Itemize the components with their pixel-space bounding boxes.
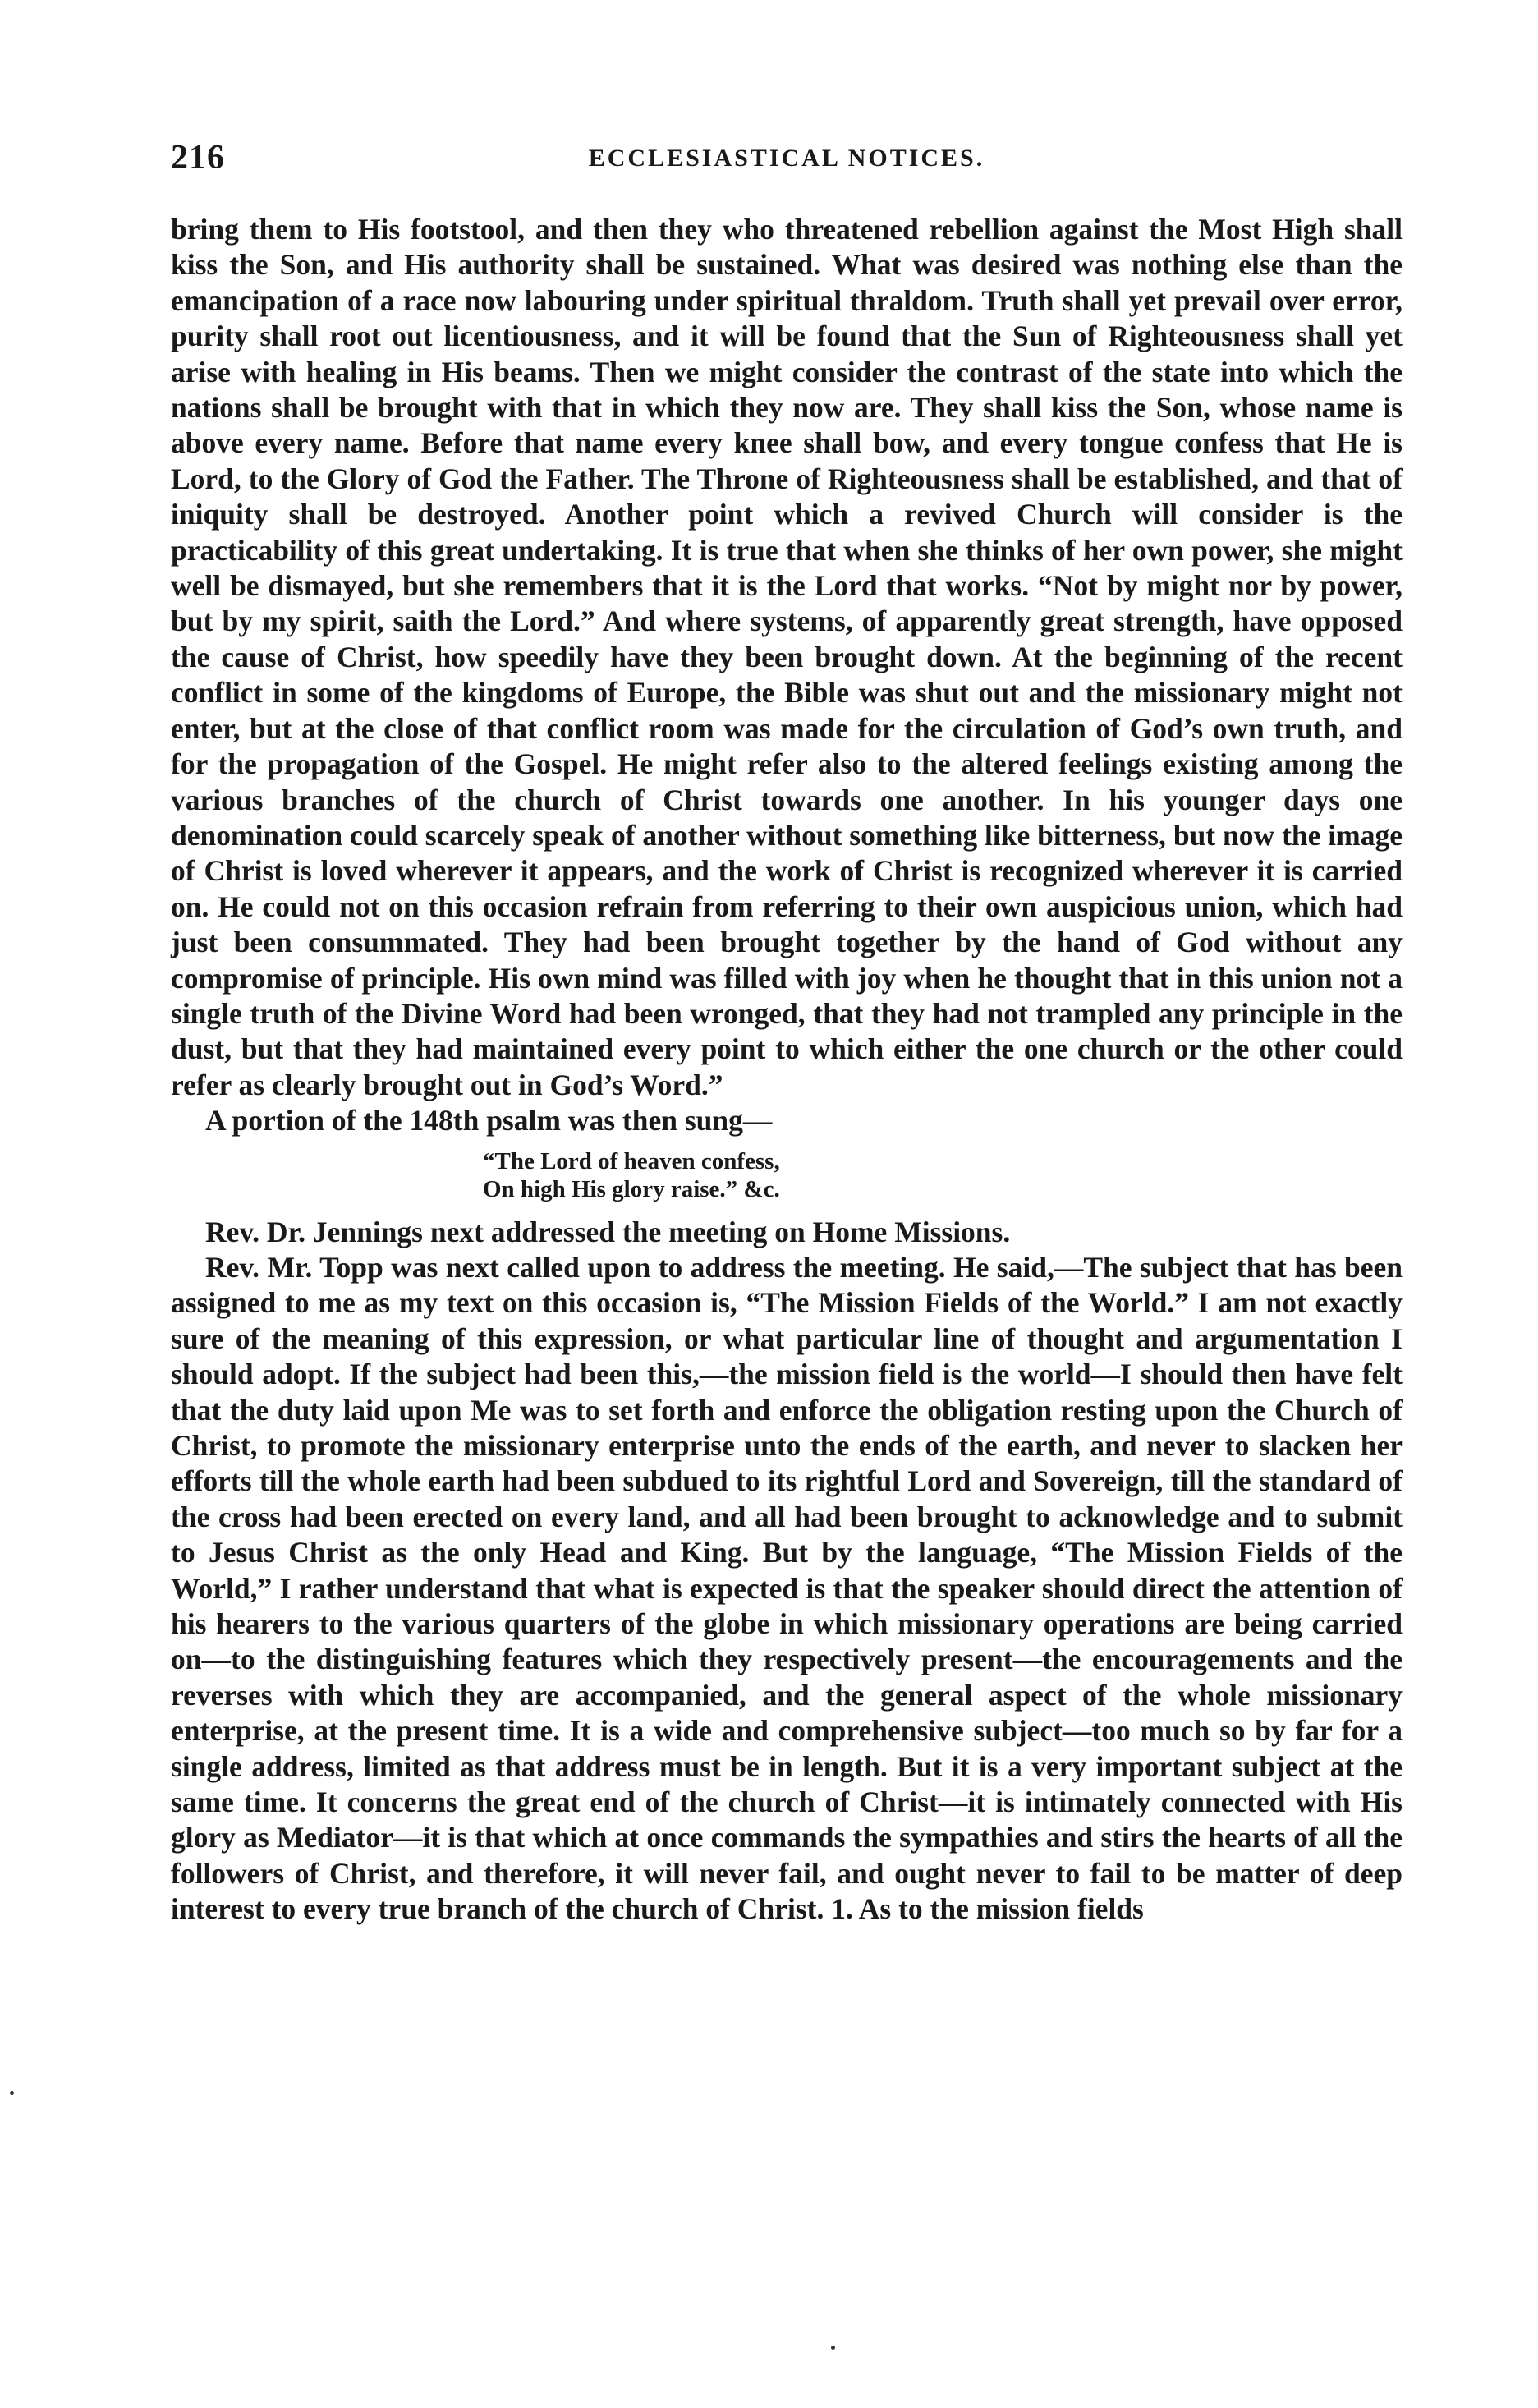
psalm-line: On high His glory raise.” &c. <box>483 1175 780 1202</box>
document-body <box>171 212 1403 1928</box>
running-title: ECCLESIASTICAL NOTICES. <box>588 145 985 172</box>
print-speck <box>831 2346 835 2350</box>
body-paragraph: Rev. Mr. Topp was next called upon to address the meeting. He said,—The subject that has been assigned to me as my text on this occasion is, “The Mission Fields of the World.” I am not exactly sure of the meaning of this expression, or what particular line of thought and argumentation I should adopt. If the subject had been this,—the mission field is the world—I should then have felt that the duty laid upon Me was to set forth and enforce the obligation resting upon the Church of Christ, to promote the missionary enterprise unto the ends of the earth, and never to slacken her efforts till the whole earth had been subdued to its rightful Lord and Sovereign, till the standard of the cross had been erected on every land, and all had been brought to acknowledge and to submit to Jesus Christ as the only Head and King. But by the language, “The Mission Fields of the World,” I rather understand that what is expected is that the speaker should direct the attention of his hearers to the various quarters of the globe in which missionary operations are being carried on—to the distinguishing features which they respectively present—the encouragements and the reverses with which they are accompanied, and the general aspect of the whole missionary enterprise, at the present time. It is a wide and comprehensive subject—too much so by far for a single address, limited as that address must be in length. But it is a very important subject at the same time. It concerns the great end of the church of Christ—it is intimately connected with His glory as Mediator—it is that which at once commands the sympathies and stirs the hearts of all the followers of Christ, and therefore, it will never fail, and ought never to fail to be matter of deep interest to every true branch of the church of Christ. 1. As to the mission fields <box>171 1250 1403 1926</box>
body-paragraph: Rev. Dr. Jennings next addressed the meeting on Home Missions. <box>205 1215 1011 1248</box>
page-number: 216 <box>171 139 225 177</box>
running-header <box>171 138 1403 187</box>
psalm-quotation <box>171 1147 1403 1203</box>
print-speck <box>10 2091 14 2095</box>
body-paragraph: A portion of the 148th psalm was then sung— <box>205 1104 773 1137</box>
psalm-line: “The Lord of heaven confess, <box>483 1147 780 1174</box>
document-page <box>171 138 1403 1928</box>
body-paragraph: bring them to His footstool, and then they who threatened rebellion against the Most High shall kiss the Son, and His authority shall be sustained. What was desired was nothing else than the emancipation of a race now labouring under spiritual thraldom. Truth shall yet prevail over error, purity shall root out licentiousness, and it will be found that the Sun of Righteousness shall yet arise with healing in His beams. Then we might consider the contrast of the state into which the nations shall be brought with that in which they now are. They shall kiss the Son, whose name is above every name. Before that name every knee shall bow, and every tongue confess that He is Lord, to the Glory of God the Father. The Throne of Righteousness shall be established, and that of iniquity shall be destroyed. Another point which a revived Church will consider is the practicability of this great undertaking. It is true that when she thinks of her own power, she might well be dismayed, but she remembers that it is the Lord that works. “Not by might nor by power, but by my spirit, saith the Lord.” And where systems, of apparently great strength, have opposed the cause of Christ, how speedily have they been brought down. At the beginning of the recent conflict in some of the kingdoms of Europe, the Bible was shut out and the missionary might not enter, but at the close of that conflict room was made for the circulation of God’s own truth, and for the propagation of the Gospel. He might refer also to the altered feelings existing among the various branches of the church of Christ towards one another. In his younger days one denomination could scarcely speak of another without something like bitterness, but now the image of Christ is loved wherever it appears, and the work of Christ is recognized wherever it is carried on. He could not on this occasion refrain from referring to their own auspicious union, which had just been consummated. They had been brought together by the hand of God without any compromise of principle. His own mind was filled with joy when he thought that in this union not a single truth of the Divine Word had been wronged, that they had not trampled any principle in the dust, but that they had maintained every point to which either the one church or the other could refer as clearly brought out in God’s Word.” <box>171 213 1403 1101</box>
